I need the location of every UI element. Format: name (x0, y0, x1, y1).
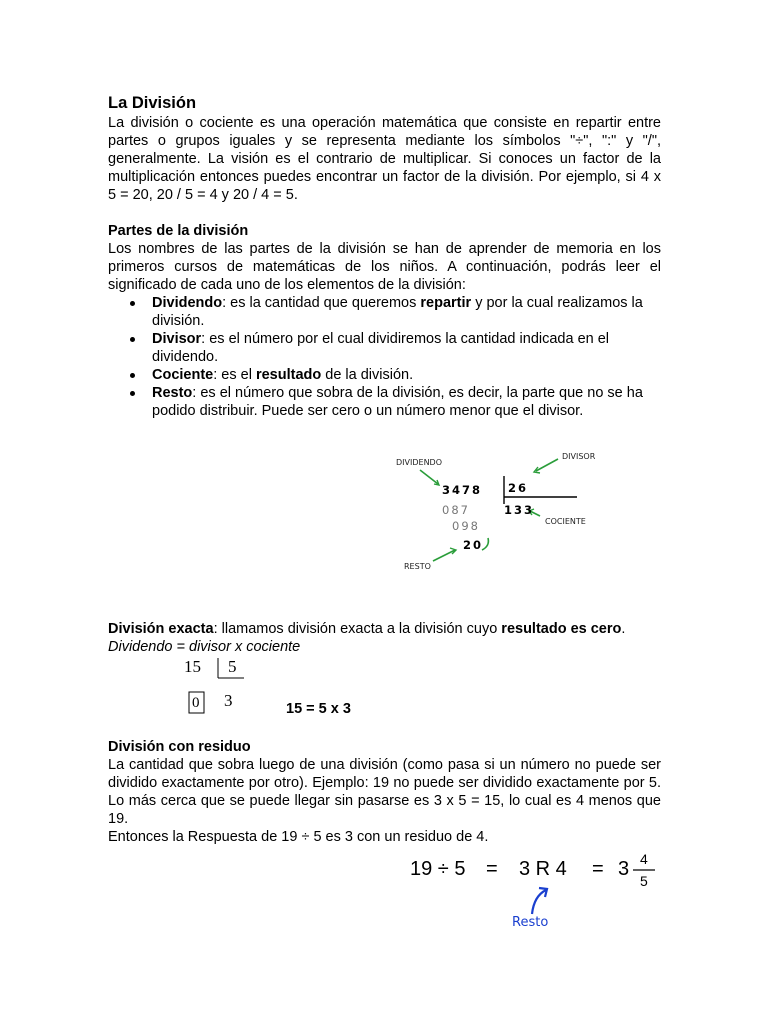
exact-bold: resultado es cero (501, 621, 622, 637)
diagram-dividend: 3478 (442, 483, 483, 497)
diagram-step2: 098 (452, 519, 480, 533)
document-body (108, 92, 661, 420)
term-cociente: Cociente (152, 367, 214, 383)
term-divisor: Divisor (152, 331, 202, 347)
exact-quotient: 3 (224, 691, 233, 710)
residue-expression (408, 850, 668, 940)
expr-equals-1: = (486, 858, 498, 880)
exact-remainder: 0 (192, 695, 200, 711)
item-text: : es el (213, 367, 256, 383)
label-cociente: COCIENTE (545, 517, 586, 526)
diagram-quotient: 133 (504, 503, 535, 517)
list-item-cociente (108, 366, 661, 384)
item-text: : es la cantidad que queremos (222, 295, 421, 311)
division-diagram (390, 446, 610, 574)
intro-paragraph: La división o cociente es una operación matemática que consiste en repartir entre partes o grupos iguales y se representa mediante los símbolos "÷", ":" y "/", generalmente. La visión es el contrario de multiplicar. Si conoces un factor de la multiplicación entonces puedes encontrar un factor de la división. Por ejemplo, si 4 x 5 = 20, 20 / 5 = 4 y 20 / 4 = 5. (108, 115, 661, 203)
list-item-divisor (108, 330, 661, 366)
resto-label: Resto (512, 915, 549, 930)
item-text: : es el número por el cual dividiremos la cantidad indicada en el dividendo. (152, 331, 610, 365)
exact-equation: 15 = 5 x 3 (286, 701, 351, 717)
exact-example (180, 656, 300, 718)
expr-division: 19 ÷ 5 (410, 858, 466, 880)
expr-equals-2: = (592, 858, 604, 880)
expr-result: 3 R 4 (519, 858, 567, 880)
exact-formula: Dividendo = divisor x cociente (108, 639, 301, 655)
term-resto: Resto (152, 385, 193, 401)
exact-text-end: . (621, 621, 626, 637)
diagram-remainder: 20 (463, 538, 484, 552)
item-bold: repartir (420, 295, 472, 311)
item-text: de la división. (321, 367, 414, 383)
parts-heading: Partes de la división (108, 223, 249, 239)
exact-line (108, 620, 668, 638)
expr-denominator: 5 (640, 873, 648, 889)
list-item-resto (108, 384, 661, 420)
term-dividendo: Dividendo (152, 295, 223, 311)
item-bold: resultado (255, 367, 322, 383)
expr-whole: 3 (618, 858, 630, 880)
list-item-dividendo (108, 294, 661, 330)
page-title: La División (108, 94, 197, 112)
residue-paragraph: La cantidad que sobra luego de una división (como pasa si un número no puede ser dividido exactamente por otro). Ejemplo: 19 no puede ser dividido exactamente por 5. Lo más cerca que se puede llegar sin pasarse es 3 x 5 = 15, lo cual es 4 menos que 19. (108, 757, 661, 827)
label-resto: RESTO (404, 562, 431, 571)
exact-text: : llamamos división exacta a la división cuyo (213, 621, 502, 637)
residue-answer: Entonces la Respuesta de 19 ÷ 5 es 3 con un residuo de 4. (108, 829, 489, 845)
residue-section (108, 738, 661, 846)
residue-heading: División con residuo (108, 739, 251, 755)
exact-section (108, 620, 668, 656)
parts-paragraph: Los nombres de las partes de la división se han de aprender de memoria en los primeros cursos de matemáticas de los niños. A continuación, podrás leer el significado de cada uno de los elementos de la división: (108, 241, 661, 293)
exact-heading: División exacta (108, 621, 214, 637)
item-text: y por la cual realizamos la división. (152, 295, 643, 329)
exact-divisor: 5 (228, 657, 237, 676)
label-dividendo: DIVIDENDO (396, 458, 443, 467)
label-divisor: DIVISOR (562, 452, 596, 461)
exact-dividend: 15 (184, 657, 201, 676)
parts-list (108, 294, 661, 420)
item-text: : es el número que sobra de la división, es decir, la parte que no se ha podido distribuir. Puede ser cero o un número menor que el divisor. (152, 385, 643, 419)
expr-numerator: 4 (640, 851, 648, 867)
diagram-step1: 087 (442, 503, 470, 517)
diagram-divisor: 26 (508, 481, 529, 495)
